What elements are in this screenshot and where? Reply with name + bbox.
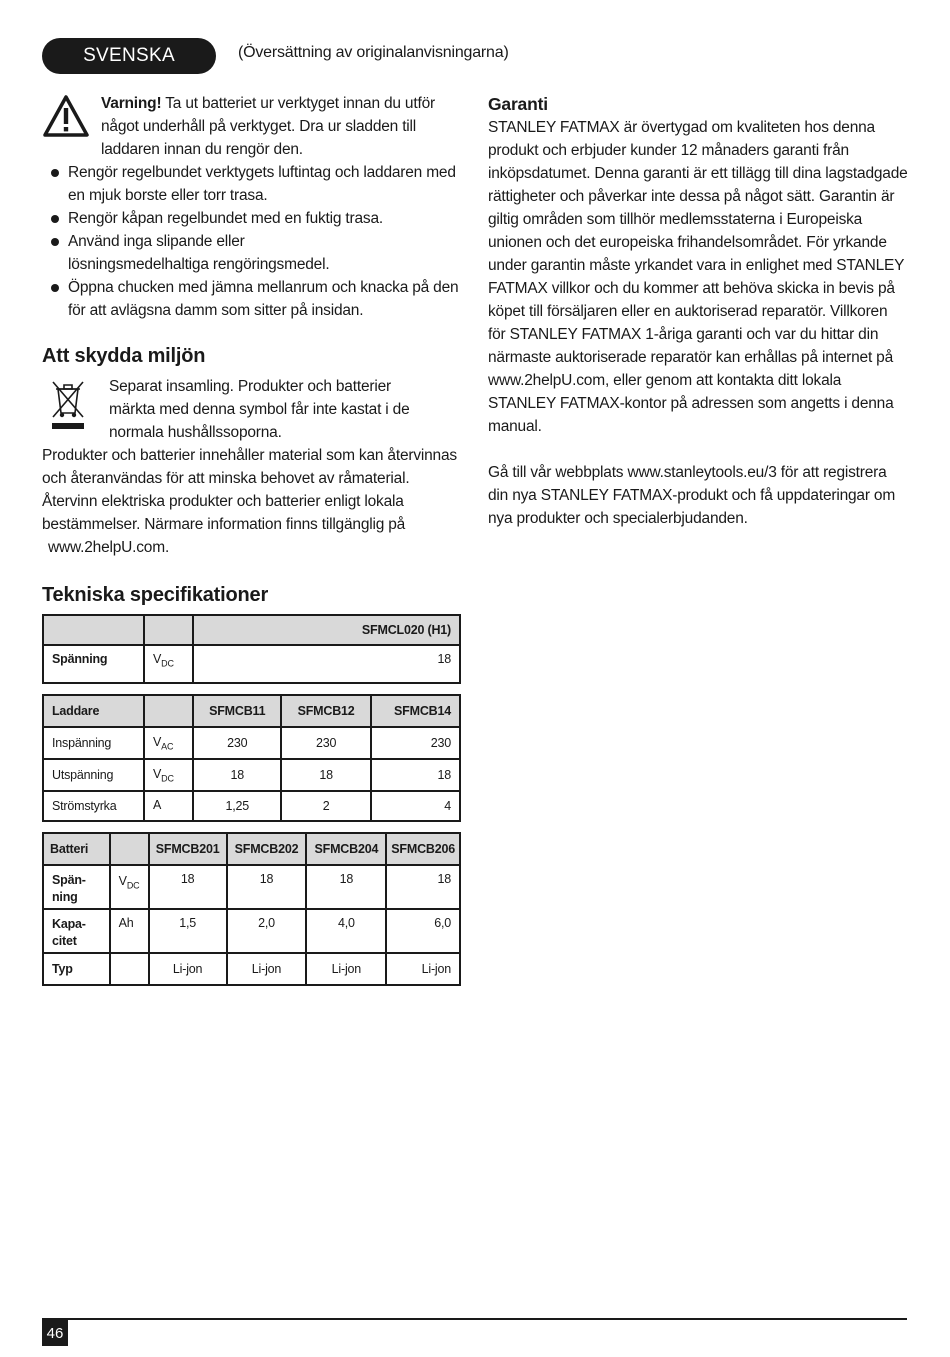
value-cell: 230 bbox=[371, 727, 460, 759]
battery-model: SFMCB206 bbox=[386, 833, 460, 865]
row-label: Typ bbox=[43, 953, 110, 985]
value-cell: 2,0 bbox=[227, 909, 307, 953]
value-cell: 2 bbox=[281, 791, 370, 821]
unit-cell: $V_{DC}$ bbox=[144, 759, 193, 791]
page-number: 46 bbox=[42, 1320, 68, 1346]
battery-model: SFMCB202 bbox=[227, 833, 307, 865]
guarantee-heading: Garanti bbox=[488, 94, 548, 114]
value-cell: Li-jon bbox=[386, 953, 460, 985]
translation-note: (Översättning av originalanvisningarna) bbox=[238, 44, 509, 61]
battery-spec-table bbox=[42, 832, 461, 986]
table-header-label: Batteri bbox=[43, 833, 110, 865]
battery-model: SFMCB204 bbox=[306, 833, 386, 865]
table-row bbox=[43, 953, 460, 985]
unit-cell: Ah bbox=[110, 909, 149, 953]
value-cell: 18 bbox=[281, 759, 370, 791]
charger-spec-table bbox=[42, 694, 461, 822]
empty-cell bbox=[144, 695, 193, 727]
guarantee-text: STANLEY FATMAX är övertygad om kvaliteten hos denna produkt och erbjuder kunder 12 månaders garanti från inköpsdatumet. Denna garanti är ett tillägg till dina lagstadgade rättigheter och påverkar inte dessa på något sätt. Garantin är giltig områden som tillhör medlemsstaterna i Europeiska unionen och det europeiska frihandelsområdet. För yrkande under garantin måste yrkandet vara in enlighet med STANLEY FATMAX villkor och du kommer att behöva skicka in bevis på köpet till försäljaren eller en auktoriserad reparatör. Villkoren för STANLEY FATMAX 1-åriga garanti och var du hittar din närmaste auktoriserade reparatör kan erhållas på internet på www.2helpU.com, eller genom att kontakta ditt lokala STANLEY FATMAX-kontor på adressen som angetts i denna manual. bbox=[488, 119, 908, 435]
table-row bbox=[43, 727, 460, 759]
value-cell: 230 bbox=[193, 727, 281, 759]
value-cell: Li-jon bbox=[306, 953, 386, 985]
table-row bbox=[43, 833, 460, 865]
maintenance-list bbox=[42, 161, 462, 322]
environment-heading: Att skydda miljön bbox=[42, 345, 206, 367]
value-cell: 4 bbox=[371, 791, 460, 821]
registration-text: Gå till vår webbplats www.stanleytools.eu/3 för att registrera din nya STANLEY FATMAX-produkt och få uppdateringar om nya produkter och specialerbjudanden. bbox=[488, 464, 896, 527]
warning-label: Varning! bbox=[101, 95, 162, 112]
tool-model: SFMCL020 (H1) bbox=[193, 615, 460, 645]
table-row bbox=[43, 759, 460, 791]
value-cell: 18 bbox=[371, 759, 460, 791]
footer-divider bbox=[42, 1318, 907, 1320]
value-cell: Li-jon bbox=[227, 953, 307, 985]
recycling-body: Produkter och batterier innehåller material som kan återvinnas och återanvändas för att minska behovet av råmaterial. Återvinn elektriska produkter och batterier enligt lokala bestämmelser. Närmare information finns tillgänglig på bbox=[42, 447, 457, 533]
value-cell: 1,25 bbox=[193, 791, 281, 821]
value-cell: 18 bbox=[227, 865, 307, 909]
tool-spec-table bbox=[42, 614, 461, 684]
empty-cell bbox=[110, 833, 149, 865]
value-cell: 18 bbox=[306, 865, 386, 909]
language-label: SVENSKA bbox=[83, 45, 175, 66]
separate-collection-text: Separat insamling. Produkter och batterier märkta med denna symbol får inte kastat i de normala hushållssoporna. bbox=[109, 378, 410, 441]
value-cell: 18 bbox=[193, 759, 281, 791]
empty-cell bbox=[43, 615, 144, 645]
list-item: Använd inga slipande eller lösningsmedelhaltiga rengöringsmedel. bbox=[42, 230, 462, 276]
left-column bbox=[42, 92, 462, 986]
value-cell: Li-jon bbox=[149, 953, 227, 985]
unit-cell: $V_{DC}$ bbox=[110, 865, 149, 909]
warning-block bbox=[42, 92, 462, 161]
value-cell: 18 bbox=[149, 865, 227, 909]
weee-block bbox=[42, 375, 462, 444]
value-cell: 4,0 bbox=[306, 909, 386, 953]
help-link[interactable]: www.2helpU.com. bbox=[48, 539, 170, 556]
crossed-bin-icon bbox=[48, 377, 88, 431]
charger-model: SFMCB14 bbox=[371, 695, 460, 727]
table-row bbox=[43, 695, 460, 727]
value-cell: 230 bbox=[281, 727, 370, 759]
empty-cell bbox=[144, 615, 193, 645]
unit-cell: $V_{DC}$ bbox=[144, 645, 193, 683]
specs-heading: Tekniska specifikationer bbox=[42, 584, 269, 606]
table-row bbox=[43, 909, 460, 953]
unit-cell: A bbox=[144, 791, 193, 821]
list-item: Rengör regelbundet verktygets luftintag och laddaren med en mjuk borste eller torr trasa. bbox=[42, 161, 462, 207]
list-item: Rengör kåpan regelbundet med en fuktig trasa. bbox=[42, 207, 462, 230]
row-label: Spänning bbox=[43, 645, 144, 683]
value-cell: 6,0 bbox=[386, 909, 460, 953]
value-cell: 18 bbox=[193, 645, 460, 683]
list-item: Öppna chucken med jämna mellanrum och knacka på den för att avlägsna damm som sitter på insidan. bbox=[42, 276, 462, 322]
battery-model: SFMCB201 bbox=[149, 833, 227, 865]
row-label: Kapa- citet bbox=[43, 909, 110, 953]
table-row bbox=[43, 645, 460, 683]
unit-cell: $V_{AC}$ bbox=[144, 727, 193, 759]
row-label: Utspänning bbox=[43, 759, 144, 791]
language-badge bbox=[42, 38, 216, 74]
row-label: Spän- ning bbox=[43, 865, 110, 909]
unit-cell bbox=[110, 953, 149, 985]
row-label: Inspänning bbox=[43, 727, 144, 759]
recycling-text bbox=[42, 444, 462, 559]
table-row bbox=[43, 865, 460, 909]
charger-model: SFMCB12 bbox=[281, 695, 370, 727]
value-cell: 18 bbox=[386, 865, 460, 909]
table-row bbox=[43, 791, 460, 821]
value-cell: 1,5 bbox=[149, 909, 227, 953]
table-row bbox=[43, 615, 460, 645]
charger-model: SFMCB11 bbox=[193, 695, 281, 727]
row-label: Strömstyrka bbox=[43, 791, 144, 821]
warning-text: Ta ut batteriet ur verktyget innan du utför något underhåll på verktyget. Dra ur sladden till laddaren innan du rengör den. bbox=[101, 95, 435, 158]
warning-triangle-icon bbox=[42, 94, 90, 138]
table-header-label: Laddare bbox=[43, 695, 144, 727]
right-column bbox=[488, 92, 908, 530]
